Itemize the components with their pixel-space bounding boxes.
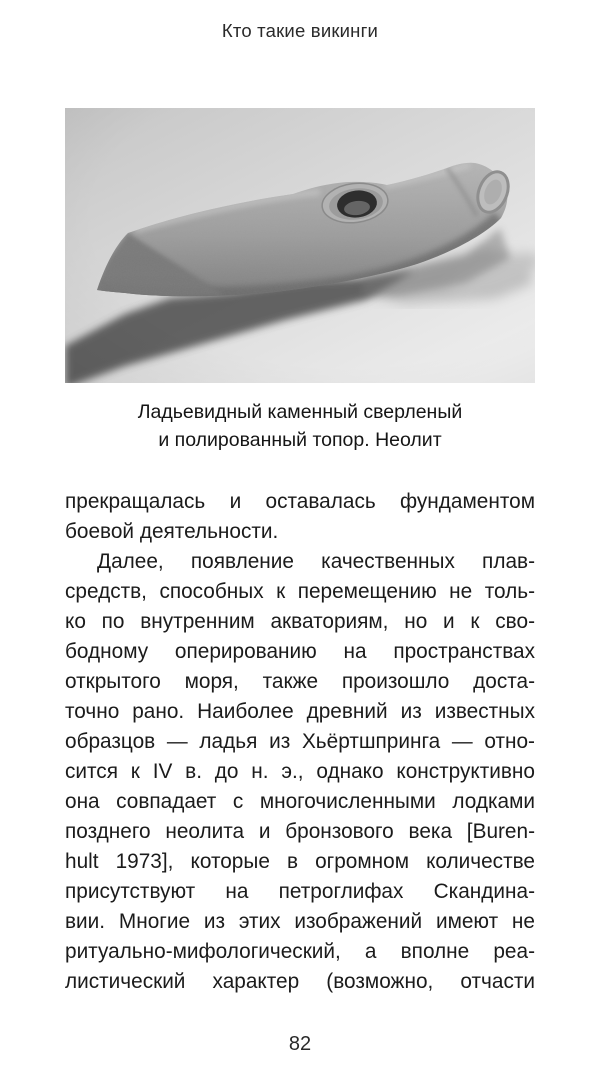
body-line: точно рано. Наиболее древний из известных [65,700,535,723]
body-line: средств, способных к перемещению не толь- [65,580,535,603]
body-line: открытого моря, также произошло доста- [65,670,535,693]
running-head: Кто такие викинги [221,20,379,41]
caption-line: и полированный топор. Неолит [158,429,442,451]
body-line: она совпадает с многочисленными лодками [65,790,535,813]
figure-caption [65,398,535,454]
caption-line: Ладьевидный каменный сверленый [137,401,463,423]
body-line: боевой деятельности. [65,520,279,543]
body-line: листический характер (возможно, отчасти [65,970,535,993]
body-line: вии. Многие из этих изображений имеют не [65,910,535,933]
body-text [65,487,535,997]
body-line: присутствуют на петроглифах Скандина- [65,880,535,903]
body-line: hult 1973], которые в огромном количестве [65,850,535,873]
body-line: сится к IV в. до н. э., однако конструктивно [65,760,535,783]
body-line: ко по внутренним акваториям, но и к сво- [65,610,535,633]
body-line: образцов — ладья из Хьёртшпринга — отно- [65,730,535,753]
photo-vignette [65,108,535,383]
body-line: позднего неолита и бронзового века [Buren- [65,820,535,843]
axe-photo-illustration [65,108,535,383]
body-line: ритуально-мифологический, а вполне реа- [65,940,535,963]
body-line: бодному оперированию на пространствах [65,640,535,663]
body-line: Далее, появление качественных плав- [97,550,535,573]
body-line: прекращалась и оставалась фундаментом [65,490,535,513]
axe-photo [65,108,535,383]
page-number: 82 [288,1033,312,1055]
